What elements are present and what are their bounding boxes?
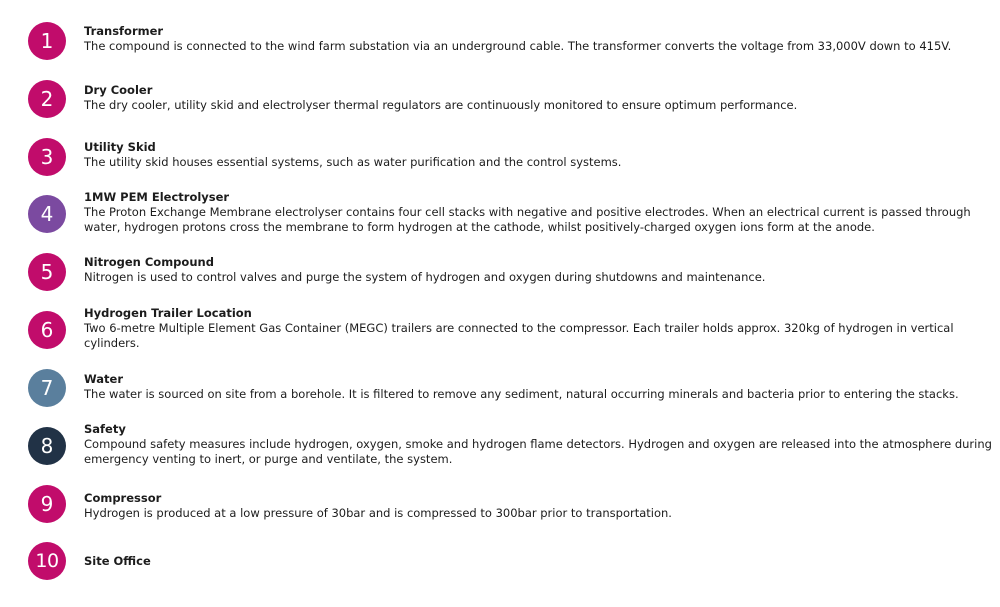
number-badge: 7	[28, 369, 66, 407]
item-description: Compound safety measures include hydrogen, oxygen, smoke and hydrogen flame detectors. Hydrogen and oxygen are released into the atmosphere during emergency venting to inert, or purge and ventilate, the system.	[84, 437, 992, 466]
item-description: The water is sourced on site from a borehole. It is filtered to remove any sediment, natural occurring minerals and bacteria prior to entering the stacks.	[84, 387, 959, 401]
item-description: Hydrogen is produced at a low pressure of 30bar and is compressed to 300bar prior to transportation.	[84, 506, 672, 520]
item-description: The compound is connected to the wind farm substation via an underground cable. The transformer converts the voltage from 33,000V down to 415V.	[84, 39, 952, 53]
item-title: 1MW PEM Electrolyser	[84, 190, 230, 204]
number-badge: 5	[28, 253, 66, 291]
number-badge: 8	[28, 427, 66, 465]
item-title: Utility Skid	[84, 140, 156, 154]
item-title: Safety	[84, 422, 126, 436]
number-badge: 9	[28, 485, 66, 523]
item-title: Water	[84, 372, 124, 386]
number-badge: 1	[28, 22, 66, 60]
item-description: Nitrogen is used to control valves and purge the system of hydrogen and oxygen during shutdowns and maintenance.	[84, 270, 766, 284]
number-badge: 3	[28, 138, 66, 176]
item-description: The dry cooler, utility skid and electrolyser thermal regulators are continuously monitored to ensure optimum performance.	[84, 98, 798, 112]
item-description: Two 6-metre Multiple Element Gas Container (MEGC) trailers are connected to the compressor. Each trailer holds approx. 320kg of hydrogen in vertical cylinders.	[84, 321, 954, 350]
item-title: Transformer	[84, 24, 164, 38]
number-badge: 6	[28, 311, 66, 349]
number-badge: 2	[28, 80, 66, 118]
number-badge: 10	[28, 542, 66, 580]
item-title: Hydrogen Trailer Location	[84, 306, 252, 320]
item-title: Dry Cooler	[84, 83, 153, 97]
item-title: Nitrogen Compound	[84, 255, 214, 269]
item-description: The utility skid houses essential systems, such as water purification and the control systems.	[84, 155, 622, 169]
item-title: Site Office	[84, 554, 151, 568]
number-badge: 4	[28, 195, 66, 233]
item-description: The Proton Exchange Membrane electrolyser contains four cell stacks with negative and positive electrodes. When an electrical current is passed through water, hydrogen protons cross the membrane to form hydrogen at the cathode, whilst positively-charged oxygen ions form at the anode.	[84, 205, 971, 234]
item-title: Compressor	[84, 491, 162, 505]
